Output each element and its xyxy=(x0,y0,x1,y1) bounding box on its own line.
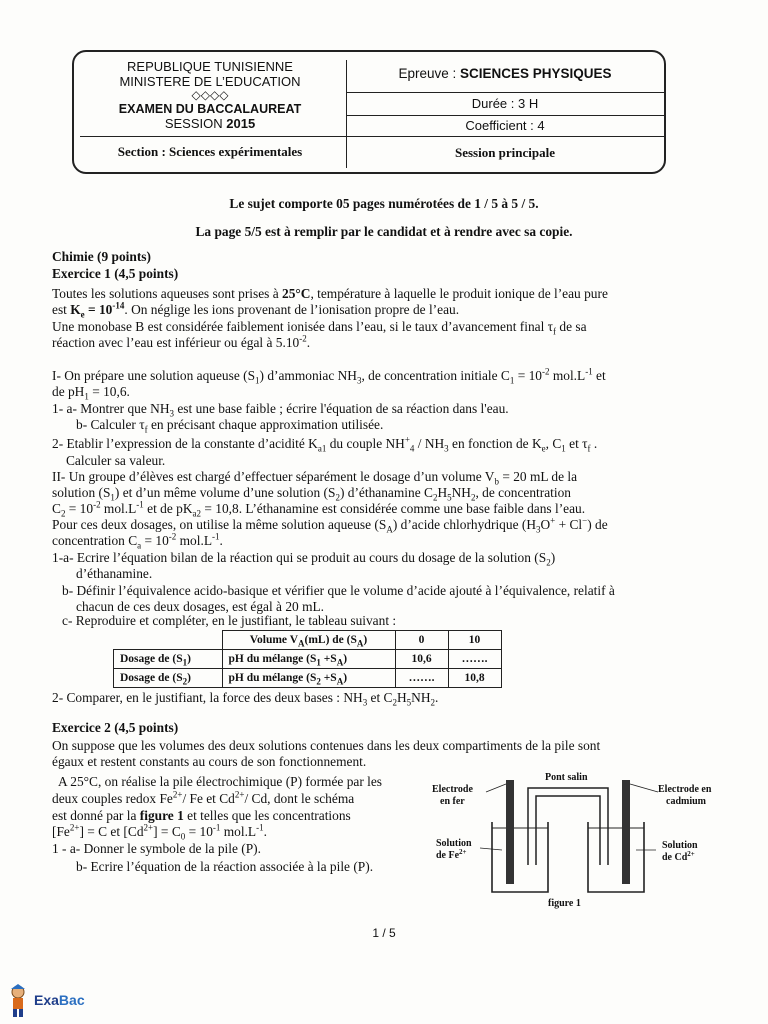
q1a: 1- a- Montrer que $NH_3$ est une base faible ; écrire l'équation de sa réaction dans l'eau. xyxy=(52,401,509,419)
q1cc: c- Reproduire et compléter, en le justifiant, le tableau suivant : xyxy=(62,613,397,628)
beaker-cd xyxy=(588,822,644,892)
coefficient-label: Coefficient : 4 xyxy=(465,118,545,133)
q1bb-cont: chacun de ces deux dosages, est égal à 20 mL. xyxy=(76,599,325,614)
part2-line1: II- Un groupe d’élèves est chargé d’effectuer séparément le dosage d’un volume $V_b = 20$ mL de la xyxy=(52,469,578,487)
beaker-fe xyxy=(492,822,548,892)
label-pont: Pont salin xyxy=(545,772,588,783)
pile-diagram xyxy=(430,770,720,910)
figure-pile xyxy=(430,770,720,910)
ministry-label: MINISTERE DE L’EDUCATION xyxy=(119,74,301,89)
q2-calc: Calculer sa valeur. xyxy=(66,453,166,468)
session-type-label: Session principale xyxy=(454,145,556,160)
ex2-line2: égaux et restent constants au cours de son fonctionnement. xyxy=(52,754,367,769)
ex1-line2: est $K_e = 10^{-14}$. On néglige les ions provenant de l’ionisation propre de l’eau. xyxy=(52,300,460,320)
logo-exa: Exa xyxy=(34,992,59,1008)
part1-line2: de $pH_1 = 10,6$. xyxy=(52,384,130,402)
ex2-line4: deux couples redox $Fe^{2+}/$ Fe et $Cd^{2+}/$ Cd, dont le schéma xyxy=(52,789,355,806)
part2-line3: $C_2 = 10^{-2}$ $mol.L^{-1}$ et de $pK_{a2} = 10,8$. L’éthanamine est considérée comme une base faible dans l’eau. xyxy=(52,499,586,519)
label-sol-cd-2: de $Cd^{2+}$ xyxy=(662,850,695,863)
label-sol-fe-2: de $Fe^{2+}$ xyxy=(436,848,467,861)
ex2-line3: A 25°C, on réalise la pile électrochimique (P) formée par les xyxy=(58,774,383,789)
section-label: Section : Sciences expérimentales xyxy=(117,144,303,159)
ex1-line3: Une monobase B est considérée faiblement ionisée dans l’eau, si le taux d’avancement final $\tau_f$ de sa xyxy=(52,319,587,337)
exam-header xyxy=(72,50,666,174)
salt-bridge xyxy=(528,788,608,865)
mascot-icon xyxy=(4,984,34,1018)
exam-label: EXAMEN DU BACCALAUREAT xyxy=(118,102,302,116)
dosage-table xyxy=(113,630,502,688)
label-electrode-fer-1: Electrode xyxy=(432,784,473,795)
intro-pages: Le sujet comporte 05 pages numérotées de 1 / 5 à 5 / 5. xyxy=(229,196,539,211)
label-electrode-cd-2: cadmium xyxy=(666,796,706,807)
part2-line5: concentration $C_a = 10^{-2}$ $mol.L^{-1}$. xyxy=(52,531,223,551)
ex2-title: Exercice 2 (4,5 points) xyxy=(52,720,179,735)
label-sol-cd-1: Solution xyxy=(662,840,698,851)
epreuve-label: Epreuve : SCIENCES PHYSIQUES xyxy=(398,66,612,81)
q2: 2- Etablir l’expression de la constante d’acidité $K_{a1}$ du couple $NH^+_4 / NH_3$ en fonction de $K_e$, $C_1$ et $\tau_f$ . xyxy=(52,434,598,454)
part2-line4: Pour ces deux dosages, on utilise la même solution aqueuse $(S_A)$ d’acide chlorhydrique $(H_3O^+ + Cl^-)$ de xyxy=(52,515,608,535)
ex1-line4: réaction avec l’eau est inférieur ou égal à $5.10^{-2}$. xyxy=(52,333,311,350)
label-electrode-fer-2: en fer xyxy=(440,796,465,807)
ex1-line1: Toutes les solutions aqueuses sont prises à 25°C, température à laquelle le produit ionique de l’eau pure xyxy=(52,286,608,301)
republic-label: REPUBLIQUE TUNISIENNE xyxy=(127,59,293,74)
q1aa-cont: d’éthanamine. xyxy=(76,566,153,581)
table-header-row: Volume $V_A(mL)$ de $(S_A)$ 0 10 xyxy=(114,631,502,650)
q1aa: 1-a- Ecrire l’équation bilan de la réaction qui se produit au cours du dosage de la solution $(S_2)$ xyxy=(52,550,556,568)
ex2-q1a: 1 - a- Donner le symbole de la pile (P). xyxy=(52,841,261,856)
chimie-title: Chimie (9 points) xyxy=(52,249,151,264)
q1b: b- Calculer $\tau_f$ en précisant chaque approximation utilisée. xyxy=(76,417,384,435)
electrode-cadmium xyxy=(622,780,630,884)
electrode-fer xyxy=(506,780,514,884)
q1bb: b- Définir l’équivalence acido-basique et vérifier que le volume d’acide ajouté à l’équivalence, relatif à xyxy=(62,583,615,598)
exabac-logo xyxy=(4,984,94,1018)
part2-line2: solution $(S_1)$ et d’un même volume d’une solution $(S_2)$ d’éthanamine $C_2H_5NH_2$, de concentration xyxy=(52,485,572,503)
duree-label: Durée : 3 H xyxy=(471,96,539,111)
q2-compare: 2- Comparer, en le justifiant, la force des deux bases : $NH_3$ et $C_2H_5NH_2$. xyxy=(52,690,439,708)
ex1-title: Exercice 1 (4,5 points) xyxy=(52,266,179,281)
figure-caption: figure 1 xyxy=(548,898,581,909)
page-number: 1 / 5 xyxy=(372,926,396,940)
ex2-q1b: b- Ecrire l’équation de la réaction associée à la pile (P). xyxy=(76,859,374,874)
logo-bac: Bac xyxy=(58,992,85,1008)
ex2-line5: est donné par la figure 1 et telles que les concentrations xyxy=(52,808,351,823)
label-sol-fe-1: Solution xyxy=(436,838,472,849)
intro-page5: La page 5/5 est à remplir par le candidat et à rendre avec sa copie. xyxy=(195,224,573,239)
session-label: SESSION 2015 xyxy=(164,116,256,131)
table-row: Dosage de $(S_1)$ pH du mélange $(S_1 +S_A)$ 10,6 ……. xyxy=(114,650,502,669)
table-row: Dosage de $(S_2)$ pH du mélange $(S_2 +S_A)$ ……. 10,8 xyxy=(114,669,502,688)
part1-line1: I- On prépare une solution aqueuse $(S_1)$ d’ammoniac $NH_3$, de concentration initiale $C_1 = 10^{-2}$ $mol.L^{-1}$ et xyxy=(52,366,606,386)
ex2-line1: On suppose que les volumes des deux solutions contenues dans les deux compartiments de la pile sont xyxy=(52,738,601,753)
ex2-line6: $[Fe^{2+}] = C$ et $[Cd^{2+}] = C_0 = 10^{-1}$ $mol.L^{-1}$. xyxy=(52,822,267,842)
label-electrode-cd-1: Electrode en xyxy=(658,784,712,795)
ornament: ◇◇◇◇ xyxy=(191,88,229,102)
